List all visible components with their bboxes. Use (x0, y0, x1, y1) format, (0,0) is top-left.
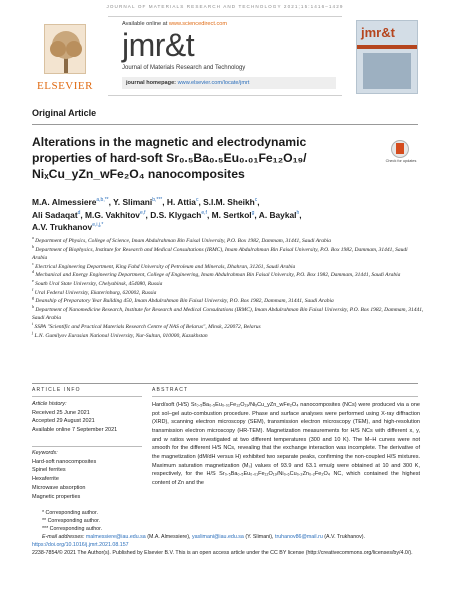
history-heading: Article history: (32, 401, 67, 407)
affiliation-label: i (32, 321, 34, 327)
cover-logo: jmr&t (361, 25, 395, 40)
affiliation-text: Department of Physics, College of Science, Imam Abdulrahman Bin Faisal University, P.O. Box 1982, Dammam, 31441, Saudi Arabia (35, 238, 332, 244)
affiliation-label: b (32, 243, 34, 249)
author-affil-ref[interactable]: b,*** (152, 197, 163, 204)
author-name[interactable]: A.V. Trukhanov (32, 222, 93, 232)
affiliation-item (32, 303, 424, 323)
doi-link[interactable] (32, 542, 422, 550)
affiliation-item (32, 297, 424, 306)
author-name[interactable]: M. Sertkol (211, 209, 252, 220)
author-name[interactable]: H. Attia (166, 197, 196, 207)
affiliation-text: Deanship of Preparatory Year Building 450, Imam Abdulrahman Bin Faisal University, P.O. Box 1982, Dammam, 31441, Saudi Arabia (35, 298, 334, 305)
affiliation-text: Mechanical and Energy Engineering Department, College of Engineering, Imam Abdulrahman Bin Faisal University, P.O. Box 1982, Dammam, 31441, Saudi Arabia (35, 272, 401, 279)
affiliation-item (32, 280, 424, 289)
author-separator: , (162, 197, 167, 207)
divider (32, 124, 418, 125)
author-name[interactable]: D.S. Klygach (150, 209, 202, 220)
author-affil-ref[interactable]: c (195, 197, 199, 204)
author-affil-ref[interactable]: h (296, 209, 300, 216)
bookmark-icon (396, 143, 404, 154)
masthead (32, 16, 418, 98)
keywords-heading: Keywords: (32, 450, 58, 456)
author-separator: , (108, 197, 114, 207)
abstract-text: Hard/soft (H/S) Sr₀.₅Ba₀.₅Eu₀.₀₁Fe₁₂O₁₉/NiₓCu_yZn_wFe₂O₄ nanocomposites (NCs) were produced via a one pot sol–gel auto-combustion procedure. Phase and surface analyses were performed using X-ray diffraction (XRD), scanning electron microscopy (SEM), transmission electron microscopy (TEM), and high-resolution transmission electron microscopy (HR-TEM). Magnetization measurements for H/S NCs with different x, y, and w ratios were investigated at two different temperatures (300 and 10 K). The M–H curves were not smooth for the different H/S NCs, revealing that the exchange interaction was incomplete. The derivative of the magnetization (dM/dH versus H) exhibited two separate peaks, confirming the non-coupled H/S mixtures. Maximum saturation magnetization (Mₛ) values of 93.9 and 63.1 emu/g were obtained at 10 and 300 K, respectively, for the H/S Sr₀.₅Ba₀.₅Eu₀.₀₁Fe₁₂O₁₉/Ni₀.₆Cu₀.₂Zn₀.₂Fe₂O₄ NC, which contained the highest content of Zn and the (152, 402, 420, 486)
author-name[interactable]: S.I.M. Sheikh (203, 197, 255, 207)
affiliation-list (32, 237, 424, 340)
affiliation-label: a (32, 235, 34, 241)
keyword-item[interactable]: Microwave absorption (32, 484, 86, 491)
title-line: properties of hard-soft Sr₀.₅Ba₀.₅Eu₀.₀₁Fe₁₂O₁₉/ (32, 151, 307, 165)
author-separator: , (145, 209, 151, 220)
author-separator: , (254, 209, 259, 220)
author-affil-ref[interactable]: e,i,j,* (92, 222, 104, 229)
email-addresses (32, 534, 422, 542)
author-separator: , (80, 209, 86, 220)
cover-band (357, 45, 417, 49)
corresponding-author-note: *** Corresponding author. (42, 525, 103, 532)
affiliation-item (32, 286, 424, 301)
license-text: 2238-7854/© 2021 The Author(s). Published by Elsevier B.V. This is an open access article under the CC BY license (http://creativecommons.org/licenses/by/4.0/). (32, 549, 413, 556)
author-affil-ref[interactable]: e,f (139, 209, 146, 216)
journal-header-center (108, 16, 342, 96)
affiliation-item (32, 243, 424, 263)
author-name[interactable]: A. Baykal (258, 209, 297, 220)
elsevier-tree-icon (44, 24, 86, 74)
keyword-item[interactable]: Hexaferrite (32, 476, 59, 483)
crossmark-label: Check for updates (385, 159, 417, 163)
article-info-heading: ARTICLE INFO (32, 387, 81, 393)
history-item: Accepted 29 August 2021 (32, 418, 95, 425)
divider (32, 396, 142, 397)
affiliation-label: g (32, 295, 34, 301)
author-affil-ref[interactable]: d (77, 209, 81, 216)
affiliation-label: h (32, 303, 34, 309)
author-name[interactable]: M.G. Vakhitov (85, 209, 140, 220)
history-item: Available online 7 September 2021 (32, 427, 118, 434)
affiliation-text: SSPA "Scientific and Practical Materials Research Centre of NAS of Belarus", Minsk, 220072, Belarus (34, 323, 261, 330)
affiliation-item (32, 329, 424, 341)
email-prefix: E-mail addresses: (42, 533, 85, 540)
doi-url[interactable]: https://doi.org/10.1016/j.jmrt.2021.08.157 (32, 541, 129, 548)
email-link[interactable]: malmessiere@iau.edu.sa (85, 533, 146, 540)
author-separator: , (257, 197, 260, 207)
divider (32, 383, 418, 384)
sciencedirect-link[interactable]: www.sciencedirect.com (168, 21, 228, 27)
author-separator: , (198, 197, 204, 207)
keyword-item[interactable]: Magnetic properties (32, 493, 81, 500)
divider (32, 446, 142, 447)
affiliation-item (32, 323, 424, 332)
affiliation-text: L.N. Gumilyov Eurasian National University, Nur-Sultan, 010000, Kazakhstan (34, 332, 208, 339)
elsevier-logo[interactable] (32, 18, 98, 94)
email-owner: (A.V. Trukhanov). (324, 533, 365, 540)
cover-illustration (363, 53, 411, 89)
journal-logo: jmr&t (122, 27, 195, 63)
author-separator: , (206, 209, 212, 220)
affiliation-item (32, 271, 424, 280)
homepage-prefix: journal homepage: (126, 80, 177, 86)
affiliation-text: South Ural State University, Chelyabinsk, 454080, Russia (35, 280, 163, 287)
title-line: Alterations in the magnetic and electrodynamic (32, 135, 307, 149)
homepage-link[interactable]: www.elsevier.com/locate/jmrt (177, 80, 250, 86)
corresponding-author-note: ** Corresponding author. (42, 517, 101, 524)
article-title (32, 134, 354, 182)
publisher-name: ELSEVIER (37, 80, 93, 92)
author-affil-ref[interactable]: a,b,** (96, 197, 109, 204)
author-affil-ref[interactable]: e,f (201, 209, 207, 216)
journal-citation-line: JOURNAL OF MATERIALS RESEARCH AND TECHNOLOGY 2021;15:1416–1429 (106, 4, 344, 9)
affiliation-item (32, 260, 424, 272)
author-name[interactable]: Ali Sadaqat (32, 209, 78, 220)
affiliation-text: Department of Nanomedicine Research, Institute for Research and Medical Consultations (IRMC), Imam Abdulrahman Bin Faisal University, P.O. Box 1982, Dammam, 31441, Saudi Arabia (32, 306, 424, 322)
article-type: Original Article (32, 108, 97, 118)
corresponding-author-note: * Corresponding author. (42, 510, 98, 516)
affiliation-label: f (32, 286, 34, 292)
check-for-updates-button[interactable] (384, 140, 418, 166)
affiliation-label: d (32, 269, 34, 275)
author-name[interactable]: Y. Slimani (113, 197, 153, 207)
keyword-item[interactable]: Spinel ferrites (32, 467, 66, 474)
keywords (32, 449, 142, 501)
affiliation-text: Ural Federal University, Ekaterinburg, 620002, Russia (34, 289, 157, 296)
abstract-heading: ABSTRACT (152, 387, 189, 393)
email-owner: (Y. Slimani), (245, 533, 274, 540)
email-link[interactable]: yaslimani@iau.edu.sa (191, 533, 244, 540)
article-history (32, 400, 142, 435)
email-owner: (M.A. Almessiere), (147, 533, 191, 540)
available-online-prefix: Available online at (122, 21, 168, 27)
email-link[interactable]: truhanov86@mail.ru (275, 533, 323, 540)
keyword-item[interactable]: Hard-soft nanocomposites (32, 458, 97, 465)
author-affil-ref[interactable]: c (254, 197, 258, 204)
journal-homepage (122, 77, 336, 89)
affiliation-text: Department of Biophysics, Institute for Research and Medical Consultations (IRMC), Imam Abdulrahman Bin Faisal University, P.O. Box 1982, Dammam, 31441, Saudi Arabia (32, 246, 408, 262)
author-separator: , (299, 209, 302, 220)
affiliation-label: j (32, 329, 34, 335)
journal-title: Journal of Materials Research and Technology (122, 65, 246, 71)
author-list (32, 196, 422, 234)
history-item: Received 25 June 2021 (32, 409, 90, 416)
footnotes (32, 510, 422, 557)
author-name[interactable]: M.A. Almessiere (32, 197, 97, 207)
affiliation-label: e (32, 278, 34, 284)
divider (152, 396, 418, 397)
affiliation-text: Electrical Engineering Department, King Fahd University of Petroleum and Minerals, Dhahran, 31261, Saudi Arabia (35, 263, 296, 270)
affiliation-label: c (32, 260, 34, 266)
title-line: NiₓCu_yZn_wFe₂O₄ nanocomposites (32, 167, 245, 181)
journal-cover-image (356, 20, 418, 94)
affiliation-item (32, 237, 424, 246)
author-affil-ref[interactable]: g (251, 209, 255, 216)
